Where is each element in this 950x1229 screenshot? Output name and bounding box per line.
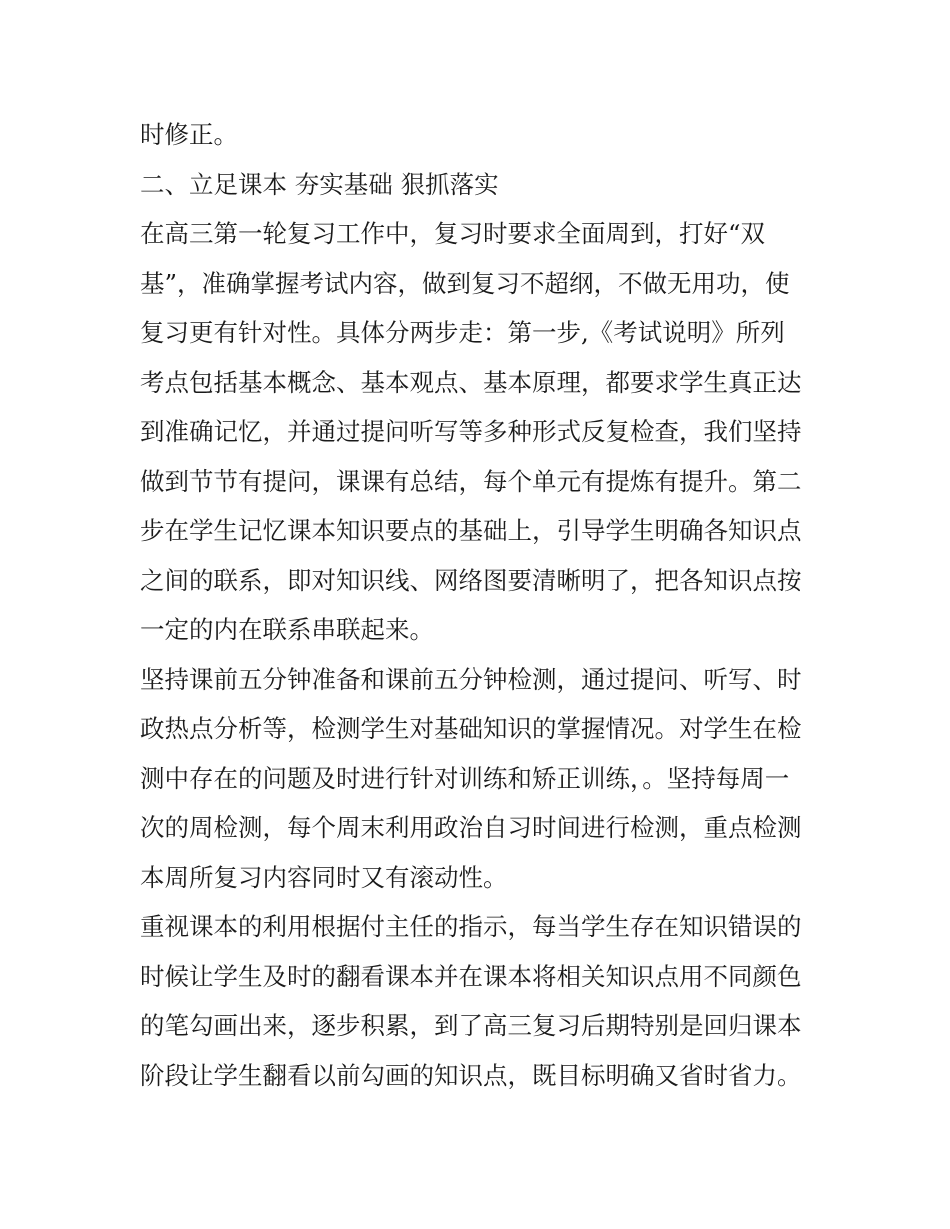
text-line: 的笔勾画出来，逐步积累，到了高三复习后期特别是回归课本 — [140, 1011, 802, 1040]
text-line: 阶段让学生翻看以前勾画的知识点，既目标明确又省时省力。 — [140, 1060, 802, 1090]
text-line: 坚持课前五分钟准备和课前五分钟检测，通过提问、听写、时 — [140, 664, 802, 694]
text-line: 一定的内在联系串联起来。 — [140, 615, 434, 644]
text-line: 次的周检测，每个周末利用政治自习时间进行检测，重点检测 — [140, 813, 802, 842]
text-line: 考点包括基本概念、基本观点、基本原理，都要求学生真正达 — [140, 367, 802, 397]
text-line: 复习更有针对性。具体分两步走：第一步,《考试说明》所列 — [140, 318, 785, 347]
text-line: 步在学生记忆课本知识要点的基础上，引导学生明确各知识点 — [140, 516, 802, 545]
text-line: 在高三第一轮复习工作中，复习时要求全面周到，打好“双 — [140, 219, 766, 248]
text-line: 测中存在的问题及时进行针对训练和矫正训练，。坚持每周一 — [140, 763, 790, 793]
body-text — [140, 110, 820, 1100]
text-line: 本周所复习内容同时又有滚动性。 — [140, 862, 508, 892]
text-line: 时修正。 — [140, 120, 238, 149]
text-line: 做到节节有提问，课课有总结，每个单元有提炼有提升。第二 — [140, 466, 802, 496]
section-heading: 二、立足课本 夯实基础 狠抓落实 — [140, 169, 499, 199]
text-line: 重视课本的利用根据付主任的指示，每当学生存在知识错误的 — [140, 912, 802, 941]
text-line: 政热点分析等，检测学生对基础知识的掌握情况。对学生在检 — [140, 714, 802, 743]
text-line: 到准确记忆，并通过提问听写等多种形式反复检查，我们坚持 — [140, 417, 802, 446]
text-line: 之间的联系，即对知识线、网络图要清晰明了，把各知识点按 — [140, 565, 802, 595]
text-line: 时候让学生及时的翻看课本并在课本将相关知识点用不同颜色 — [140, 961, 802, 991]
text-line: 基”，准确掌握考试内容，做到复习不超纲，不做无用功，使 — [140, 268, 790, 298]
